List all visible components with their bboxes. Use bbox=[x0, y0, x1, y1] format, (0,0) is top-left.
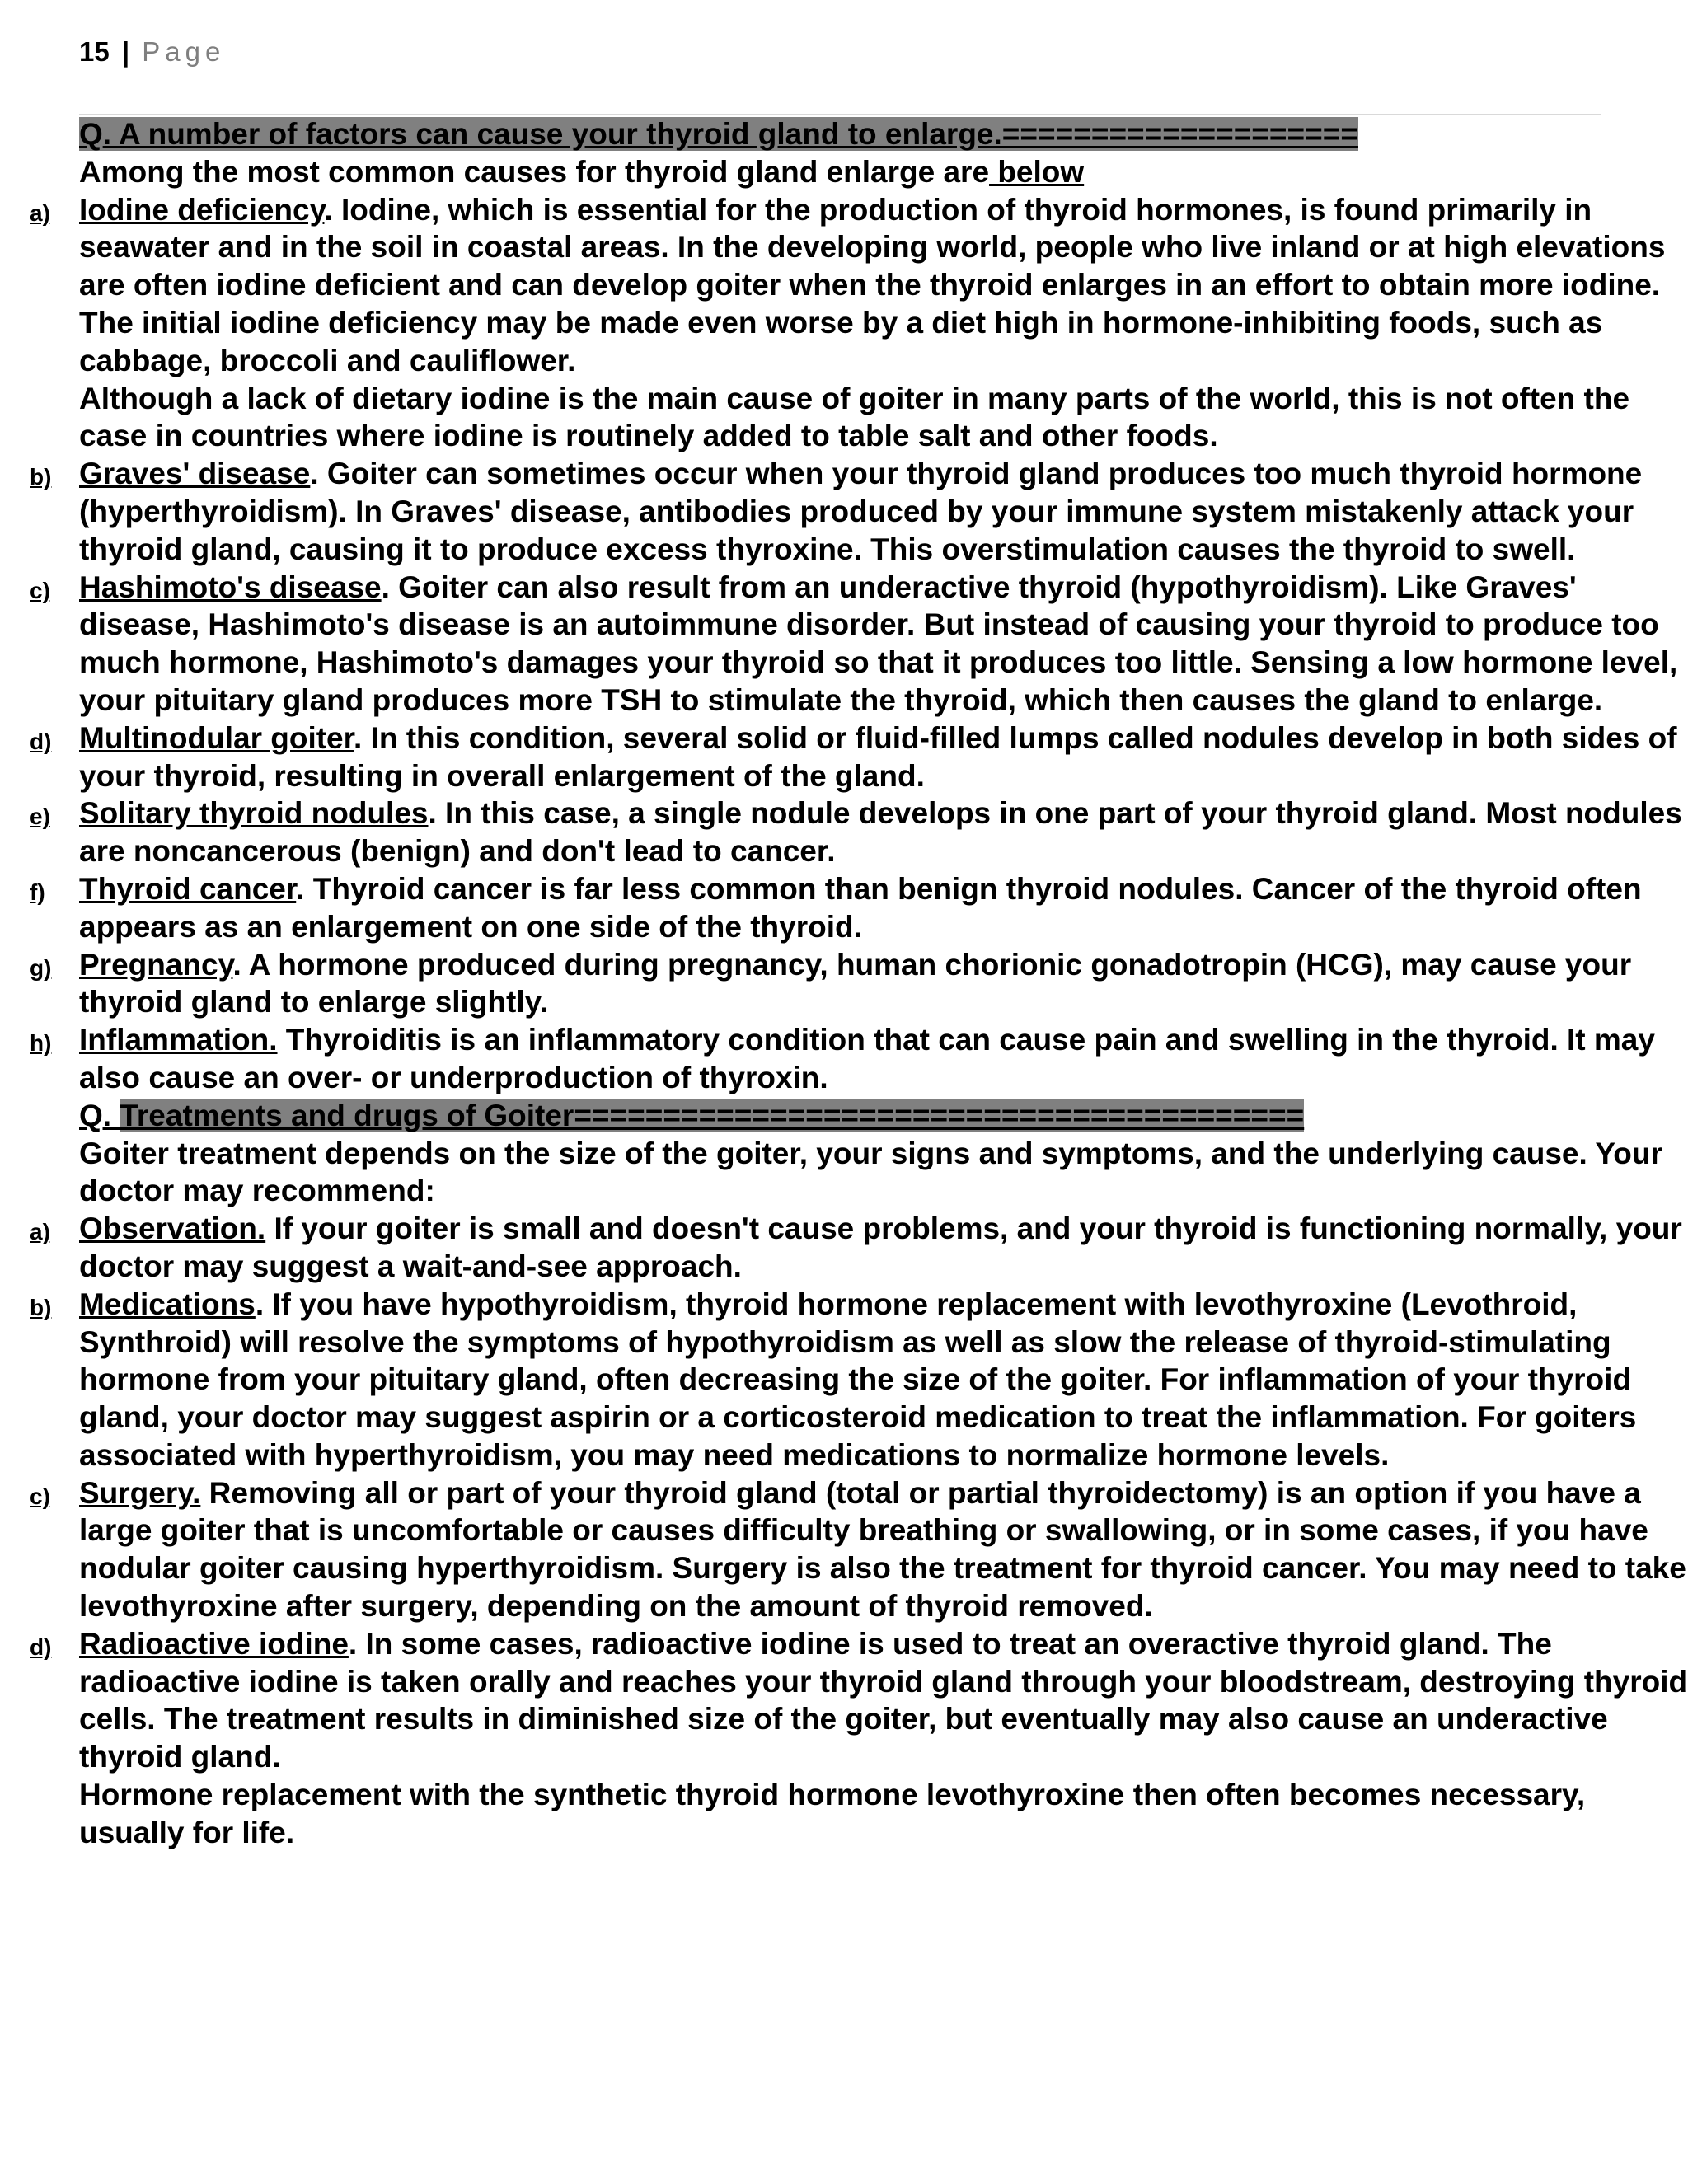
question-heading-treatments bbox=[0, 1097, 1688, 1135]
list-label: a) bbox=[30, 199, 50, 226]
list-item bbox=[0, 870, 1688, 946]
question-text: . A number of factors can cause your thyroid gland to enlarge.==================== bbox=[102, 117, 1358, 151]
list-item bbox=[0, 794, 1688, 870]
question-prefix: Q bbox=[79, 117, 103, 151]
list-label: e) bbox=[30, 804, 50, 830]
list-label: g) bbox=[30, 954, 52, 981]
list-item bbox=[0, 1286, 1688, 1474]
item-title: Observation. bbox=[79, 1212, 266, 1246]
intro-paragraph: Goiter treatment depends on the size of the goiter, your signs and symptoms, and the underlying cause. Your doctor may recommend: bbox=[79, 1136, 1662, 1208]
page-header bbox=[79, 36, 225, 68]
page-separator: | bbox=[121, 36, 130, 67]
list-label: d) bbox=[30, 728, 52, 754]
intro-link: below bbox=[989, 154, 1085, 189]
item-text: . If you have hypothyroidism, thyroid hormone replacement with levothyroxine (Levothroid, Synthroid) will resolve the symptoms of hypothyroidism as well as slow the release of thyroid-stimulating hormone from your pituitary gland, often decreasing the size of the goiter. For inflammation of your thyroid gland, your doctor may suggest aspirin or a corticosteroid medication to treat the inflammation. For goiters associated with hyperthyroidism, you may need medications to normalize hormone levels. bbox=[79, 1286, 1637, 1472]
question-prefix: Q. bbox=[79, 1098, 120, 1132]
item-text: Thyroiditis is an inflammatory condition that can cause pain and swelling in the thyroid. It may also cause an over- or underproduction of thyroxin. bbox=[79, 1023, 1655, 1094]
item-title: Graves' disease bbox=[79, 457, 311, 491]
question-heading-causes bbox=[0, 115, 1688, 153]
list-label: f) bbox=[30, 879, 45, 905]
item-text: . Goiter can also result from an underactive thyroid (hypothyroidism). Like Graves' disease, Hashimoto's disease is an autoimmune disorder. But instead of causing your thyroid to produce too much hormone, Hashimoto's damages your thyroid so that it produces too little. Sensing a low hormone level, your pituitary gland produces more TSH to stimulate the thyroid, which then causes the gland to enlarge. bbox=[79, 569, 1678, 717]
list-label: a) bbox=[30, 1219, 50, 1245]
item-title: Surgery. bbox=[79, 1475, 201, 1510]
list-item bbox=[0, 569, 1688, 719]
list-item bbox=[0, 455, 1688, 568]
item-text: . In some cases, radioactive iodine is used to treat an overactive thyroid gland. The radioactive iodine is taken orally and reaches your thyroid gland through your bloodstream, destroying thyroid cells. The treatment results in diminished size of the goiter, but eventually may also cause an underactive thyroid gland. bbox=[79, 1626, 1688, 1774]
item-extra-text: Although a lack of dietary iodine is the main cause of goiter in many parts of the world, this is not often the case in countries where iodine is routinely added to table salt and other foods. bbox=[79, 381, 1630, 453]
list-label: c) bbox=[30, 577, 50, 603]
list-item bbox=[0, 1210, 1688, 1286]
item-text: . A hormone produced during pregnancy, human chorionic gonadotropin (HCG), may cause your thyroid gland to enlarge slightly. bbox=[79, 947, 1632, 1019]
page-number: 15 bbox=[79, 36, 110, 67]
list-item bbox=[0, 191, 1688, 456]
item-title: Solitary thyroid nodules bbox=[79, 796, 429, 831]
item-title: Hashimoto's disease bbox=[79, 569, 382, 604]
document-body bbox=[0, 115, 1688, 1852]
list-item bbox=[0, 1625, 1688, 1852]
item-title: Inflammation. bbox=[79, 1023, 278, 1057]
list-item bbox=[0, 1474, 1688, 1625]
item-text: Removing all or part of your thyroid gland (total or partial thyroidectomy) is an option if you have a large goiter that is uncomfortable or causes difficulty breathing or swallowing, or in some cases, if you have nodular goiter causing hyperthyroidism. Surgery is also the treatment for thyroid cancer. You may need to take levothyroxine after surgery, depending on the amount of thyroid removed. bbox=[79, 1475, 1686, 1624]
page-word: Page bbox=[142, 36, 226, 67]
item-text: . Thyroid cancer is far less common than benign thyroid nodules. Cancer of the thyroid often appears as an enlargement on one side of the thyroid. bbox=[79, 871, 1642, 944]
list-item bbox=[0, 1021, 1688, 1097]
item-text: . In this case, a single nodule develops in one part of your thyroid gland. Most nodules are noncancerous (benign) and don't lead to cancer. bbox=[79, 796, 1682, 869]
item-title: Multinodular goiter bbox=[79, 720, 354, 755]
header-divider bbox=[79, 114, 1601, 115]
list-label: b) bbox=[30, 464, 52, 490]
item-title: Medications bbox=[79, 1286, 256, 1321]
question-text: Treatments and drugs of Goiter========================================= bbox=[120, 1098, 1305, 1132]
item-text: . In this condition, several solid or fluid-filled lumps called nodules develop in both sides of your thyroid, resulting in overall enlargement of the gland. bbox=[79, 720, 1677, 793]
item-title: Iodine deficiency bbox=[79, 192, 325, 227]
list-item bbox=[0, 946, 1688, 1022]
intro-paragraph: Among the most common causes for thyroid gland enlarge are below bbox=[79, 154, 1085, 189]
item-title: Thyroid cancer bbox=[79, 871, 297, 906]
item-text: . Goiter can sometimes occur when your thyroid gland produces too much thyroid hormone (hyperthyroidism). In Graves' disease, antibodies produced by your immune system mistakenly attack your thyroid gland, causing it to produce excess thyroxine. This overstimulation causes the thyroid to swell. bbox=[79, 457, 1643, 566]
list-item bbox=[0, 719, 1688, 795]
item-text: . Iodine, which is essential for the production of thyroid hormones, is found primarily in seawater and in the soil in coastal areas. In the developing world, people who live inland or at high elevations are often iodine deficient and can develop goiter when the thyroid enlarges in an effort to obtain more iodine. The initial iodine deficiency may be made even worse by a diet high in hormone-inhibiting foods, such as cabbage, broccoli and cauliflower. bbox=[79, 192, 1666, 377]
list-label: d) bbox=[30, 1633, 52, 1660]
item-title: Radioactive iodine bbox=[79, 1626, 349, 1661]
list-label: h) bbox=[30, 1030, 52, 1057]
item-title: Pregnancy bbox=[79, 947, 233, 982]
item-text: If your goiter is small and doesn't cause problems, and your thyroid is functioning normally, your doctor may suggest a wait-and-see approach. bbox=[79, 1212, 1682, 1283]
list-label: c) bbox=[30, 1483, 50, 1509]
list-label: b) bbox=[30, 1294, 52, 1320]
item-extra-text: Hormone replacement with the synthetic thyroid hormone levothyroxine then often becomes necessary, usually for life. bbox=[79, 1778, 1586, 1849]
